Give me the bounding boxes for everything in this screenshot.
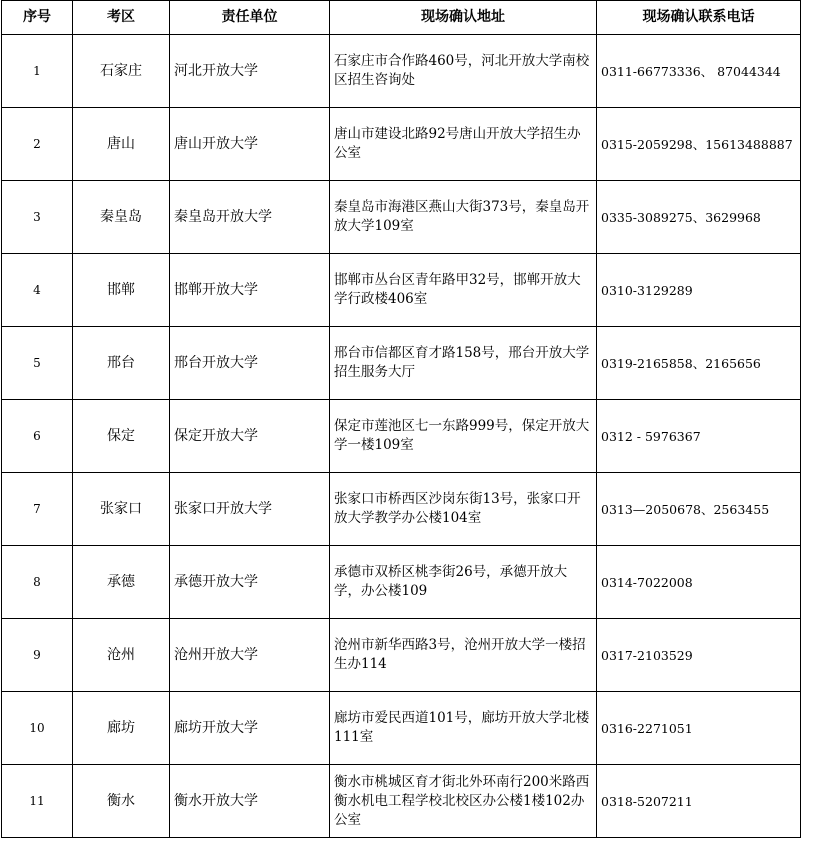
cell-no: 8 — [2, 546, 73, 619]
cell-address: 唐山市建设北路92号唐山开放大学招生办公室 — [330, 108, 597, 181]
table-row — [2, 327, 801, 400]
cell-tel: 0313—2050678、2563455 — [597, 473, 801, 546]
cell-address: 承德市双桥区桃李街26号，承德开放大学，办公楼109 — [330, 546, 597, 619]
cell-area: 张家口 — [73, 473, 170, 546]
cell-address: 邢台市信都区育才路158号，邢台开放大学招生服务大厅 — [330, 327, 597, 400]
cell-area: 沧州 — [73, 619, 170, 692]
table-row — [2, 400, 801, 473]
cell-tel: 0315-2059298、15613488887 — [597, 108, 801, 181]
cell-tel: 0312 - 5976367 — [597, 400, 801, 473]
table-row — [2, 619, 801, 692]
cell-area: 邯郸 — [73, 254, 170, 327]
cell-area: 秦皇岛 — [73, 181, 170, 254]
table-header-row — [2, 1, 801, 35]
cell-tel: 0314-7022008 — [597, 546, 801, 619]
table-row — [2, 473, 801, 546]
cell-area: 石家庄 — [73, 35, 170, 108]
cell-unit: 保定开放大学 — [170, 400, 330, 473]
table-row — [2, 108, 801, 181]
cell-no: 2 — [2, 108, 73, 181]
cell-unit: 张家口开放大学 — [170, 473, 330, 546]
cell-unit: 廊坊开放大学 — [170, 692, 330, 765]
cell-unit: 承德开放大学 — [170, 546, 330, 619]
cell-tel: 0318-5207211 — [597, 765, 801, 838]
cell-area: 承德 — [73, 546, 170, 619]
cell-area: 衡水 — [73, 765, 170, 838]
cell-address: 廊坊市爱民西道101号，廊坊开放大学北楼111室 — [330, 692, 597, 765]
table-row — [2, 254, 801, 327]
cell-unit: 秦皇岛开放大学 — [170, 181, 330, 254]
cell-area: 保定 — [73, 400, 170, 473]
cell-tel: 0311-66773336、 87044344 — [597, 35, 801, 108]
cell-no: 3 — [2, 181, 73, 254]
cell-area: 邢台 — [73, 327, 170, 400]
header-unit: 责任单位 — [170, 1, 330, 35]
cell-no: 11 — [2, 765, 73, 838]
cell-unit: 邯郸开放大学 — [170, 254, 330, 327]
header-area: 考区 — [73, 1, 170, 35]
cell-no: 6 — [2, 400, 73, 473]
cell-unit: 邢台开放大学 — [170, 327, 330, 400]
cell-unit: 唐山开放大学 — [170, 108, 330, 181]
table-row — [2, 546, 801, 619]
cell-tel: 0335-3089275、3629968 — [597, 181, 801, 254]
cell-tel: 0319-2165858、2165656 — [597, 327, 801, 400]
cell-no: 10 — [2, 692, 73, 765]
cell-area: 廊坊 — [73, 692, 170, 765]
header-no: 序号 — [2, 1, 73, 35]
cell-address: 秦皇岛市海港区燕山大街373号，秦皇岛开放大学109室 — [330, 181, 597, 254]
cell-unit: 衡水开放大学 — [170, 765, 330, 838]
header-tel: 现场确认联系电话 — [597, 1, 801, 35]
table-row — [2, 692, 801, 765]
cell-address: 沧州市新华西路3号，沧州开放大学一楼招生办114 — [330, 619, 597, 692]
cell-address: 衡水市桃城区育才街北外环南行200米路西衡水机电工程学校北校区办公楼1楼102办公室 — [330, 765, 597, 838]
table-row — [2, 765, 801, 838]
cell-no: 9 — [2, 619, 73, 692]
cell-no: 4 — [2, 254, 73, 327]
cell-no: 1 — [2, 35, 73, 108]
cell-address: 保定市莲池区七一东路999号，保定开放大学一楼109室 — [330, 400, 597, 473]
cell-area: 唐山 — [73, 108, 170, 181]
cell-unit: 沧州开放大学 — [170, 619, 330, 692]
cell-tel: 0310-3129289 — [597, 254, 801, 327]
table-row — [2, 181, 801, 254]
cell-address: 张家口市桥西区沙岗东街13号，张家口开放大学教学办公楼104室 — [330, 473, 597, 546]
cell-no: 5 — [2, 327, 73, 400]
header-address: 现场确认地址 — [330, 1, 597, 35]
cell-tel: 0317-2103529 — [597, 619, 801, 692]
cell-address: 石家庄市合作路460号，河北开放大学南校区招生咨询处 — [330, 35, 597, 108]
cell-unit: 河北开放大学 — [170, 35, 330, 108]
cell-address: 邯郸市丛台区青年路甲32号，邯郸开放大学行政楼406室 — [330, 254, 597, 327]
table-row — [2, 35, 801, 108]
cell-no: 7 — [2, 473, 73, 546]
cell-tel: 0316-2271051 — [597, 692, 801, 765]
confirmation-sites-table — [1, 0, 801, 838]
